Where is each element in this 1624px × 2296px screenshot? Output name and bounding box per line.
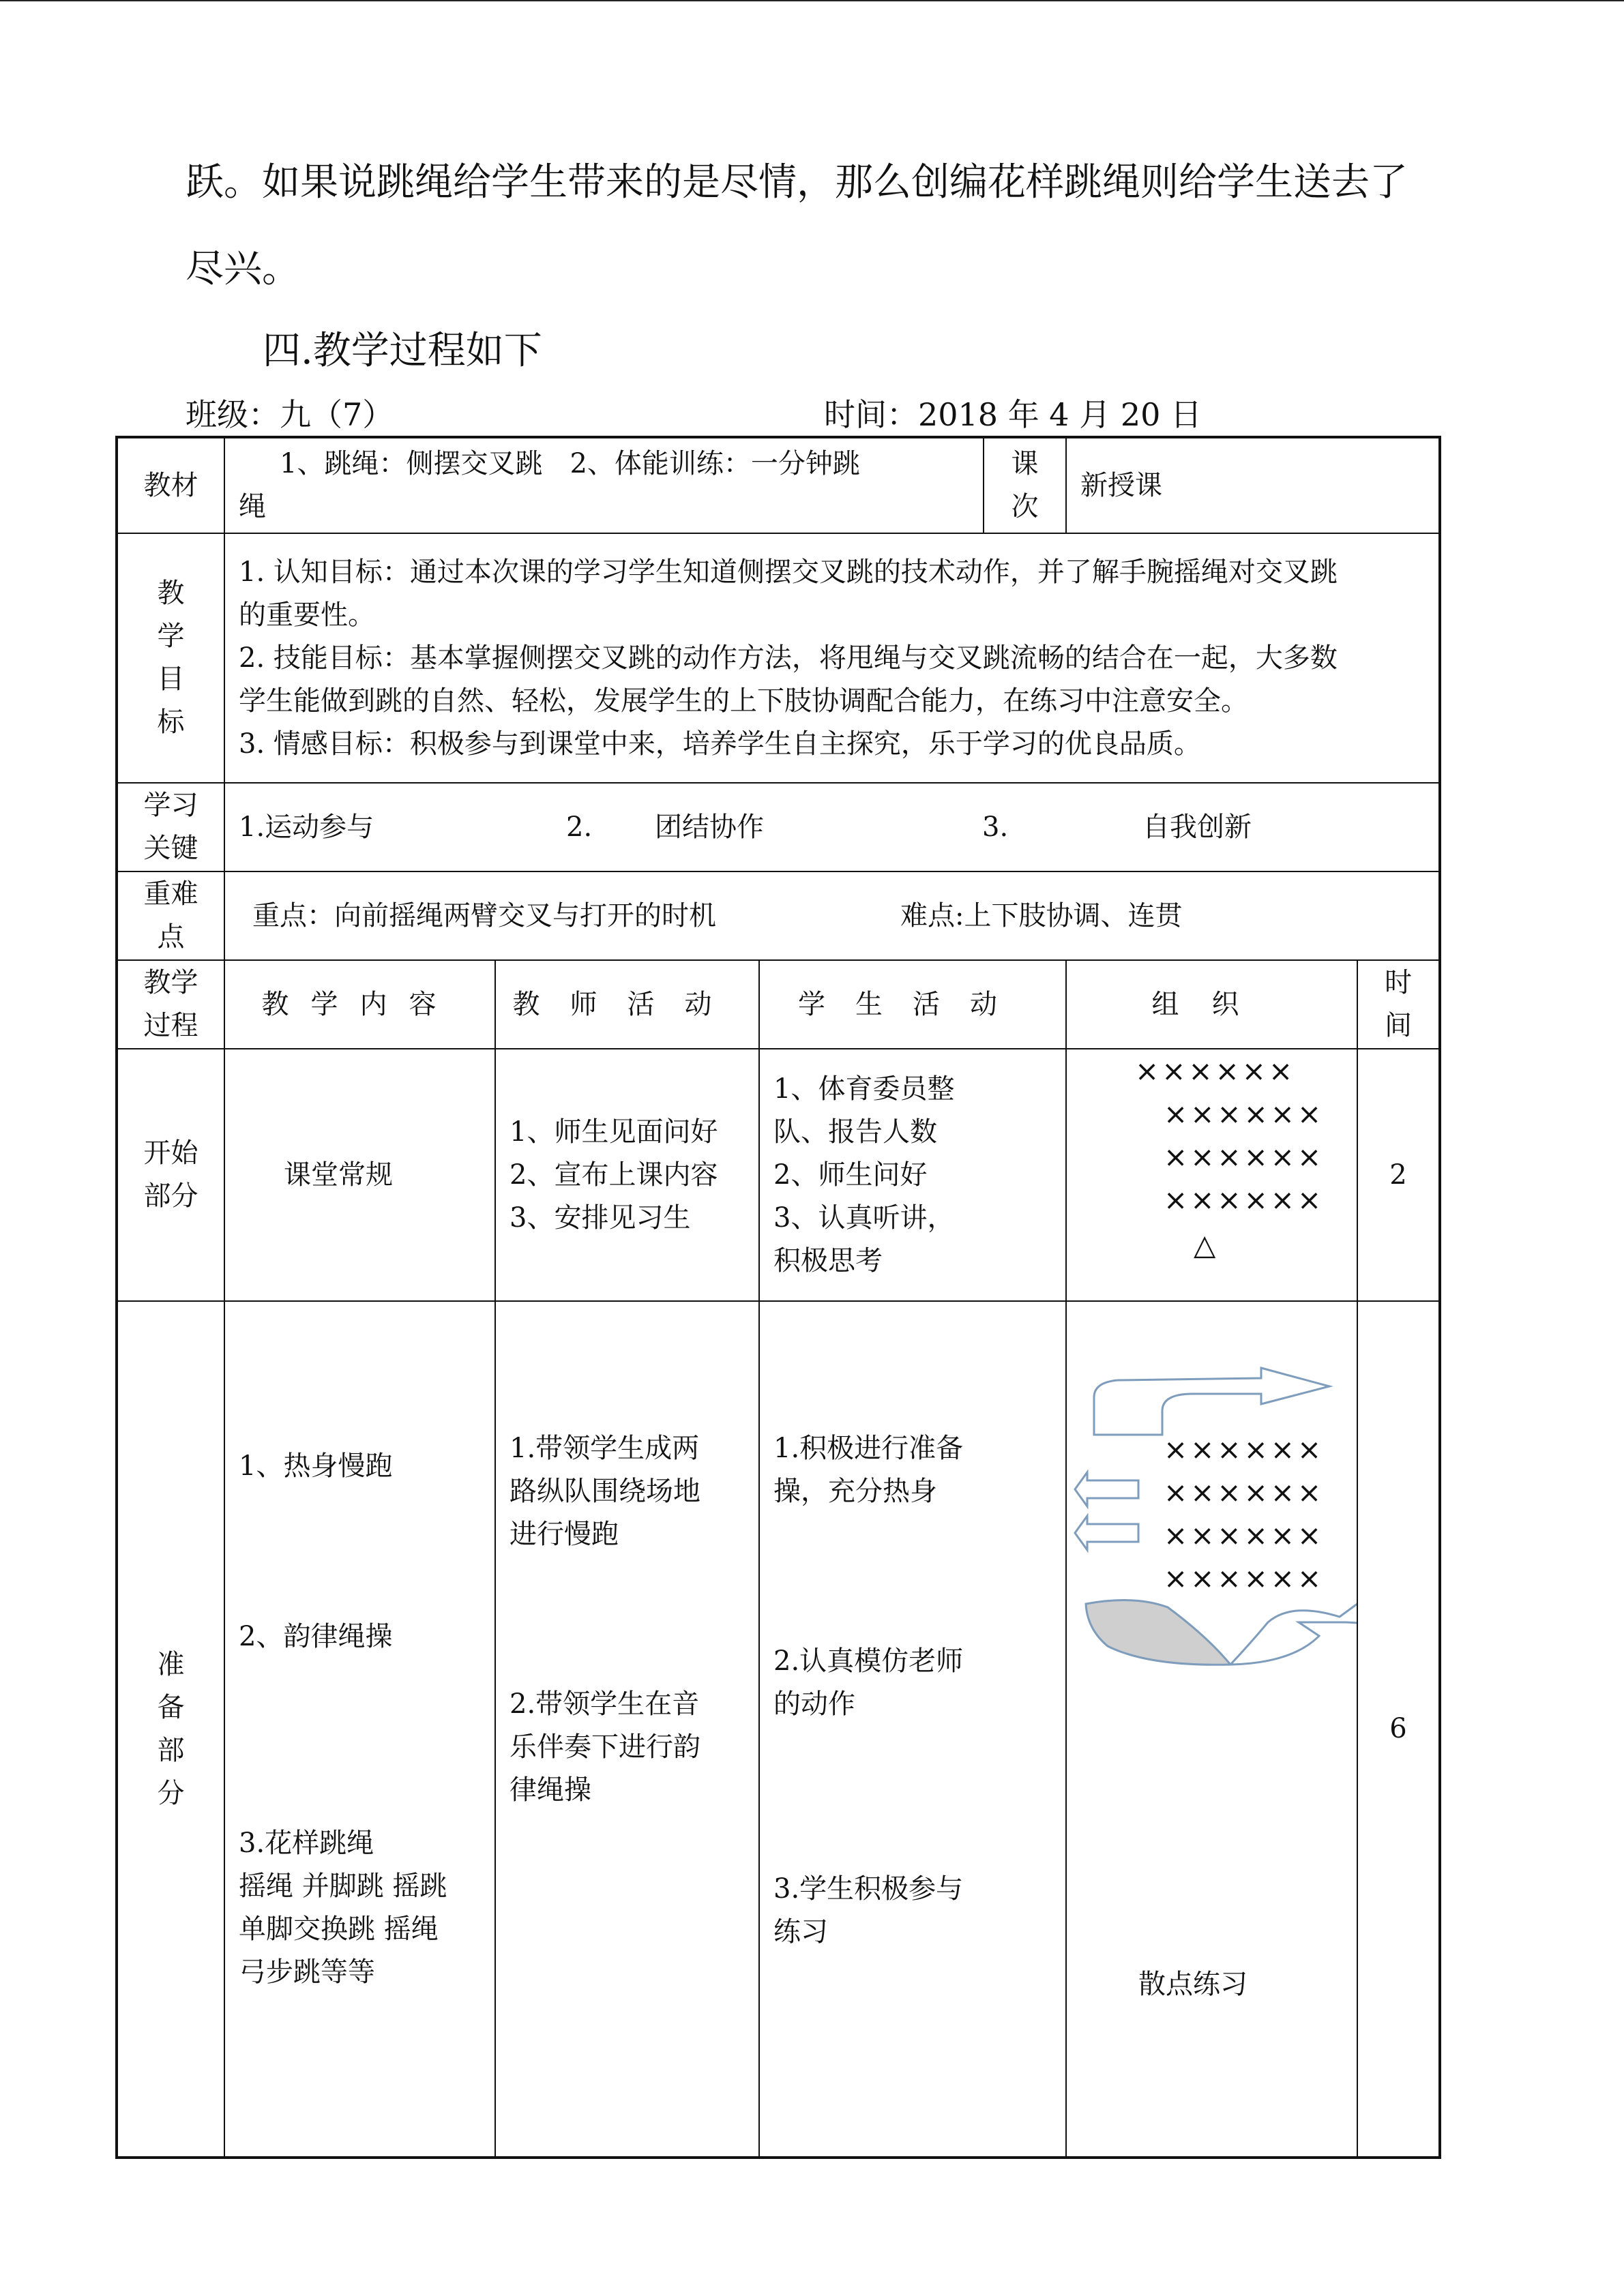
difficulty-content [224, 871, 1439, 960]
prep-item-3-line: 单脚交换跳 摇绳 [239, 1913, 439, 1945]
prep-item-2: 2、韵律绳操 [239, 1621, 393, 1652]
start-time: 2 [1357, 1049, 1439, 1301]
prep-item-3-line: 摇绳 并脚跳 摇跳 [239, 1870, 447, 1902]
key-item-1: 1.运动参与 [239, 811, 374, 843]
material-content: 1、跳绳：侧摆交叉跳 2、体能训练：一分钟跳 绳 [224, 438, 984, 533]
goals-content: 1. 认知目标：通过本次课的学习学生知道侧摆交叉跳的技术动作，并了解手腕摇绳对交叉跳 的重要性。 2. 技能目标：基本掌握侧摆交叉跳的动作方法，将甩绳与交叉跳流畅的结合在一起，大多数 学生能做到跳的自然、轻松，发展学生的上下肢协调配合能力，在练习中注意安全。 3. 情感目标：积极参与到课堂中来，培养学生自主探究，乐于学习的优良品质。 [224, 533, 1439, 783]
prep-teacher-activity: 1.带领学生成两 路纵队围绕场地 进行慢跑 2.带领学生在音 乐伴奏下进行韵 律绳操 [495, 1301, 759, 2157]
class-info: 班级：九（7） [186, 396, 394, 433]
start-formation [1135, 1049, 1324, 1269]
formation-row: ×××××× [1164, 1562, 1325, 1595]
prep-section-row [117, 1301, 1439, 2157]
difficulty-text: 难点:上下肢协调、连贯 [900, 899, 1183, 931]
lesson-value: 新授课 [1066, 438, 1439, 533]
key-item-3-number: 3. [982, 811, 1009, 843]
prep-organization [1066, 1301, 1357, 2157]
route-arrow-bottom-icon [1230, 1602, 1357, 1665]
prep-item-3-title: 3.花样跳绳 [239, 1828, 374, 1859]
body-paragraph-line-2: 尽兴。 [186, 247, 300, 291]
key-label: 学习 关键 [117, 783, 224, 871]
difficulty-row [117, 871, 1439, 960]
content-header: 教学内容 [224, 960, 495, 1049]
route-arrow-top-icon [1094, 1368, 1329, 1435]
body-paragraph-line-1: 跃。如果说跳绳给学生带来的是尽情，那么创编花样跳绳则给学生送去了 [186, 160, 1408, 205]
goals-row [117, 533, 1439, 783]
page-top-border [0, 0, 1624, 1]
route-arrow-left-icon [1075, 1472, 1138, 1506]
route-arrow-left-icon [1075, 1516, 1138, 1550]
material-row [117, 438, 1439, 533]
route-turn-shape [1086, 1600, 1230, 1665]
key-item-2-text: 团结协作 [655, 811, 764, 843]
goals-label: 教 学 目 标 [117, 533, 224, 783]
start-content: 课堂常规 [224, 1049, 495, 1301]
focus-text: 重点：向前摇绳两臂交叉与打开的时机 [252, 899, 716, 931]
prep-student-activity: 1.积极进行准备 操，充分热身 2.认真模仿老师 的动作 3.学生积极参与 练习 [759, 1301, 1066, 2157]
formation-row: ×××××× [1164, 1140, 1325, 1174]
formation-row: ×××××× [1164, 1519, 1325, 1552]
key-item-3-text: 自我创新 [1142, 811, 1252, 843]
formation-row: ×××××× [1164, 1476, 1325, 1509]
student-header: 学生活动 [759, 960, 1066, 1049]
formation-row: ×××××× [1164, 1433, 1325, 1466]
prep-time: 6 [1357, 1301, 1439, 2157]
process-header-row [117, 960, 1439, 1049]
prep-content [224, 1301, 495, 2157]
teacher-header: 教师活动 [495, 960, 759, 1049]
prep-formation [1164, 1428, 1324, 1600]
start-student-activity: 1、体育委员整 队、报告人数 2、师生问好 3、认真听讲， 积极思考 [759, 1049, 1066, 1301]
difficulty-label: 重难 点 [117, 871, 224, 960]
formation-row: ×××××× [1135, 1054, 1296, 1088]
start-section-row [117, 1049, 1439, 1301]
start-teacher-activity: 1、师生见面问好 2、宣布上课内容 3、安排见习生 [495, 1049, 759, 1301]
lesson-plan-table [117, 437, 1440, 2158]
time-header: 时 间 [1357, 960, 1439, 1049]
key-row [117, 783, 1439, 871]
teacher-triangle-icon: △ [1194, 1228, 1216, 1262]
lesson-label: 课次 [984, 438, 1066, 533]
org-header: 组织 [1066, 960, 1357, 1049]
formation-row: ×××××× [1164, 1183, 1325, 1217]
prep-item-1: 1、热身慢跑 [239, 1450, 393, 1482]
scatter-practice-label: 散点练习 [1138, 1969, 1248, 2000]
section-heading: 四.教学过程如下 [263, 329, 542, 373]
prep-item-3-line: 弓步跳等等 [239, 1956, 375, 1988]
date-info: 时间：2018 年 4 月 20 日 [824, 396, 1202, 433]
key-content [224, 783, 1439, 871]
material-label: 教材 [117, 438, 224, 533]
start-label: 开始 部分 [117, 1049, 224, 1301]
prep-label: 准 备 部 分 [117, 1301, 224, 2157]
key-item-2-number: 2. [566, 811, 593, 843]
process-header: 教学 过程 [117, 960, 224, 1049]
formation-row: ×××××× [1164, 1097, 1325, 1131]
start-organization [1066, 1049, 1357, 1301]
